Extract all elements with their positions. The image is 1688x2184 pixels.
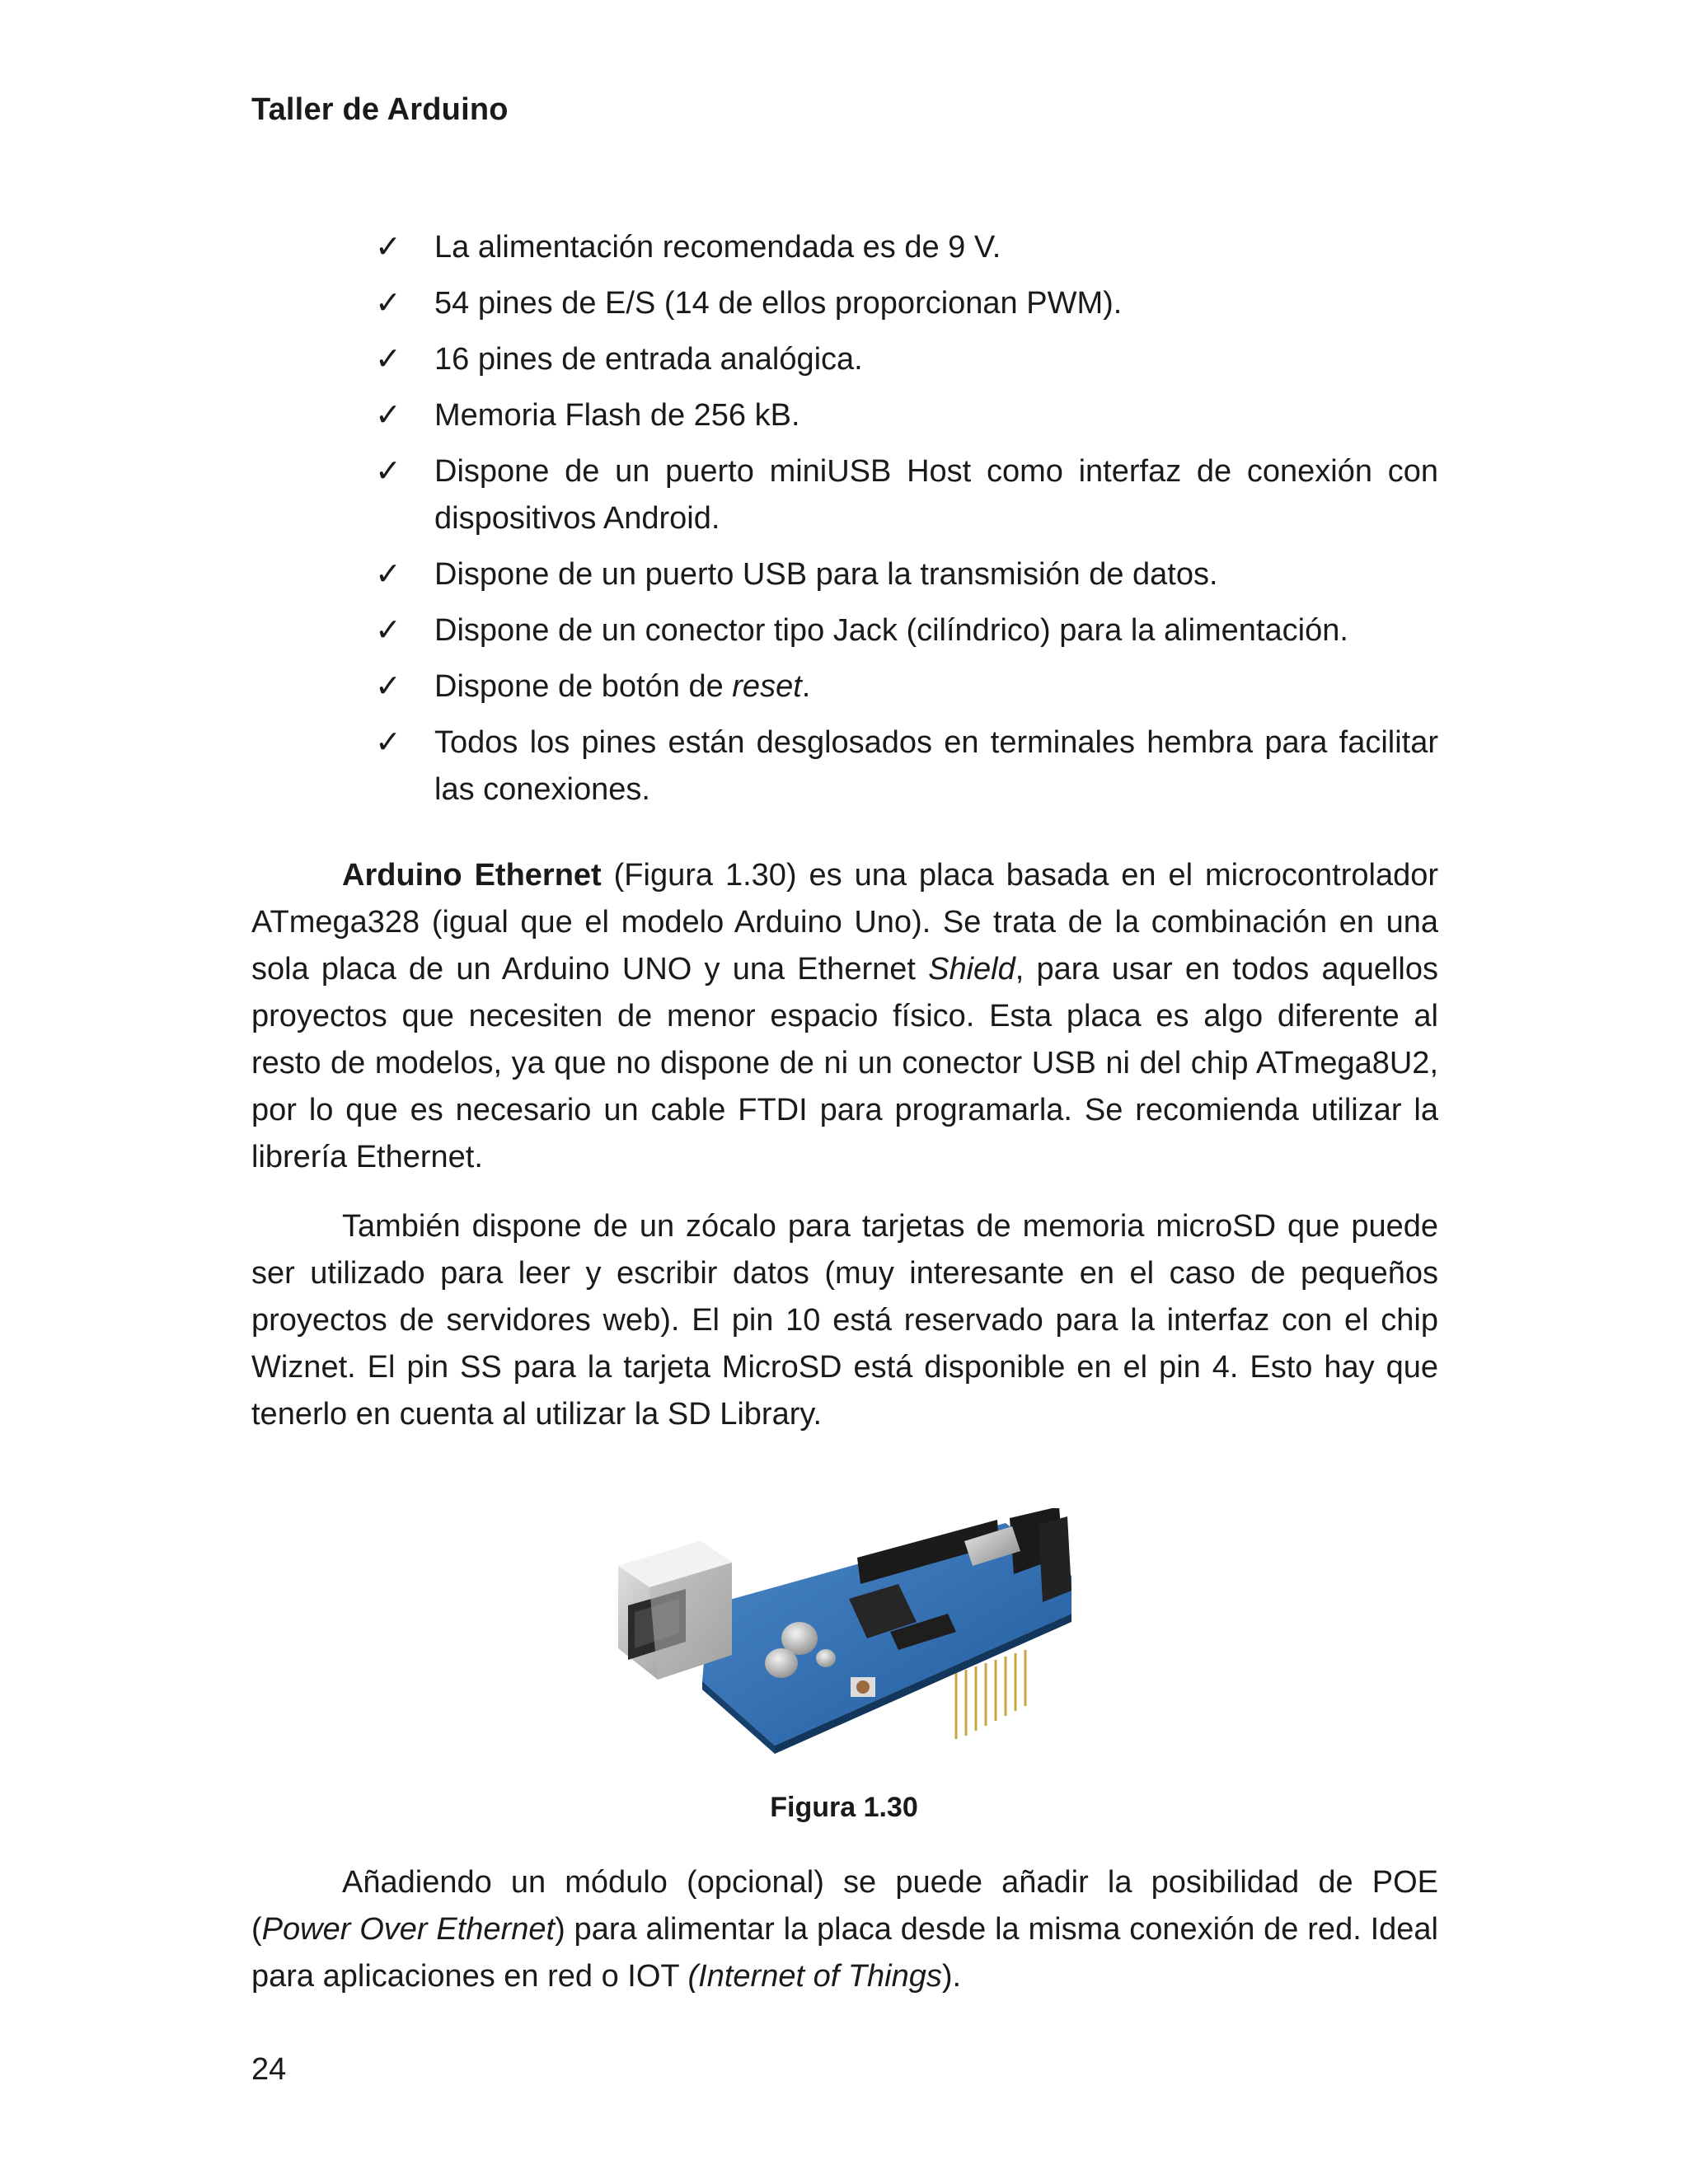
check-icon: ✓ xyxy=(375,669,401,704)
paragraph-microsd: También dispone de un zócalo para tarjetas de memoria microSD que puede ser utilizado para leer y escribir datos (muy interesante en el caso de pequeños proyectos de servidores web). El pin 10 está reservado para la interfaz con el chip Wiznet. El pin SS para la tarjeta MicroSD está disponible en el pin 4. Esto hay que tenerlo en cuenta al utilizar la SD Library. xyxy=(251,1209,1438,1432)
check-icon: ✓ xyxy=(375,398,401,433)
check-icon: ✓ xyxy=(375,557,401,592)
list-item: ✓ Dispone de un conector tipo Jack (cilíndrico) para la alimentación. xyxy=(375,607,1438,654)
running-header: Taller de Arduino xyxy=(251,92,509,127)
check-icon: ✓ xyxy=(375,454,401,489)
list-item: ✓ Dispone de botón de reset. xyxy=(375,663,1438,710)
check-icon: ✓ xyxy=(375,230,401,265)
list-item: ✓ 54 pines de E/S (14 de ellos proporcionan PWM). xyxy=(375,280,1438,327)
list-item: ✓ 16 pines de entrada analógica. xyxy=(375,336,1438,383)
paragraph-poe: Añadiendo un módulo (opcional) se puede añadir la posibilidad de POE (Power Over Ethernet) para alimentar la placa desde la misma conexión de red. Ideal para aplicaciones en red o IOT (Internet of Things). xyxy=(251,1865,1439,1994)
arduino-ethernet-board-image xyxy=(610,1508,1076,1770)
spec-list xyxy=(375,224,1438,823)
check-icon: ✓ xyxy=(375,725,401,760)
list-item: ✓ Todos los pines están desglosados en terminales hembra para facilitar las conexiones. xyxy=(375,719,1438,813)
page-number: 24 xyxy=(251,2052,287,2087)
list-item: ✓ Dispone de un puerto USB para la transmisión de datos. xyxy=(375,551,1438,598)
paragraph-arduino-ethernet: Arduino Ethernet (Figura 1.30) es una placa basada en el microcontrolador ATmega328 (igual que el modelo Arduino Uno). Se trata de la combinación en una sola placa de un Arduino UNO y una Ethernet Shield, para usar en todos aquellos proyectos que necesiten de menor espacio físico. Esta placa es algo diferente al resto de modelos, ya que no dispone de ni un conector USB ni del chip ATmega8U2, por lo que es necesario un cable FTDI para programarla. Se recomienda utilizar la librería Ethernet. xyxy=(251,858,1439,1174)
check-icon: ✓ xyxy=(375,286,401,321)
list-item: ✓ Memoria Flash de 256 kB. xyxy=(375,392,1438,439)
check-icon: ✓ xyxy=(375,342,401,377)
figure-caption: Figura 1.30 xyxy=(770,1792,918,1823)
list-item: ✓ La alimentación recomendada es de 9 V. xyxy=(375,224,1438,271)
check-icon: ✓ xyxy=(375,613,401,648)
term-arduino-ethernet: Arduino Ethernet xyxy=(342,858,602,893)
list-item: ✓ Dispone de un puerto miniUSB Host como interfaz de conexión con dispositivos Android. xyxy=(375,448,1438,542)
